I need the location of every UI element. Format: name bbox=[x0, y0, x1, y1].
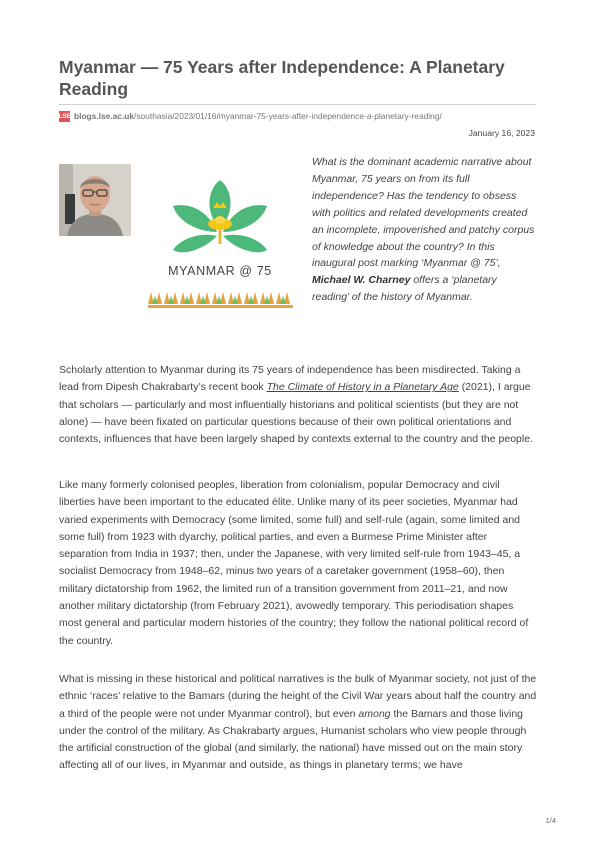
book-link[interactable]: The Climate of History in a Planetary Age bbox=[266, 381, 459, 394]
decorative-pattern bbox=[148, 288, 293, 308]
author-name: Michael W. Charney bbox=[312, 274, 411, 287]
paragraph-1 bbox=[59, 362, 537, 448]
article-title: Myanmar — 75 Years after Independence: A Planetary Reading bbox=[59, 57, 505, 99]
myanmar-at-75-logo bbox=[145, 172, 295, 312]
article-intro bbox=[312, 154, 536, 306]
publication-date: January 16, 2023 bbox=[468, 128, 535, 138]
logo-caption: MYANMAR @ 75 bbox=[168, 264, 272, 278]
paragraph-2: Like many formerly colonised peoples, liberation from colonialism, popular Democracy and civil liberties have been important to the educated élite. Unlike many of its peer societies, Myanmar had varied experiments with Democracy (some limited, some full) and self-rule (again, some limited and some full) from 1923 with dyarchy, political parties, and even a Burmese Prime Minister after separation from India in 1937; then, under the Japanese, with very limited self-rule from 1943–45, a socialist Democracy from 1948–62, minus two years of a caretaker government (1958–60), then military dictatorship from 1962, the limited run of a transition government from 2011–21, and now another military dictatorship (from February 2021), avowedly temporary. This periodisation shapes most general and particular modern histories of the country; they follow the national political record of the country. bbox=[59, 479, 529, 647]
page-number: 1/4 bbox=[545, 816, 556, 825]
source-url-row[interactable] bbox=[59, 109, 442, 123]
intro-text-end: offers a ‘planetary reading’ of the history of Myanmar. bbox=[312, 274, 497, 304]
source-url-host[interactable]: blogs.lse.ac.uk bbox=[74, 111, 135, 121]
lotus-leaves-icon bbox=[145, 172, 295, 262]
paragraph-3-emphasis: among bbox=[358, 707, 391, 720]
intro-text: What is the dominant academic narrative about Myanmar, 75 years on from its full independence? Has the tendency to obsess with politics and related developments created an incomplete, impoverished and patchy corpus of knowledge about the country? In this inaugural post marking ‘Myanmar @ 75’, bbox=[312, 156, 535, 270]
source-url-path[interactable]: /southasia/2023/01/16/myanmar-75-years-after-independence-a-planetary-reading/ bbox=[134, 111, 442, 121]
lse-logo-icon: LSE bbox=[58, 112, 71, 120]
paragraph-3 bbox=[59, 671, 537, 775]
paragraph-3-text: What is missing in these historical and political narratives is the bulk of Myanmar society, not just of the ethnic ‘races’ relative to the Bamars (during the height of the Civil War years about half the country and a third of the people were not under Myanmar control), but even bbox=[59, 673, 537, 720]
paragraph-1-text: Scholarly attention to Myanmar during its 75 years of independence has been misdirected. Taking a lead from Dipesh Chakrabarty’s recent book bbox=[59, 364, 521, 394]
paragraph-3-text-end: the Bamars and those living under the control of the military. As Chakrabarty argues, Humanist scholars who view people through the artificial construction of the global (and similarly, the national) have missed out on the main story affecting all of our lives, in Myanmar and outside, as things in planetary terms; we have bbox=[59, 707, 527, 772]
author-photo bbox=[59, 164, 131, 236]
title-divider bbox=[59, 104, 536, 105]
paragraph-1-text-end: (2021), I argue that scholars — particularly and most influentially historians and political scientists (but they are not alone) — have been fixated on particular questions because of their own political orientations and contexts, influences that have been largely shaped by contexts external to the country and the people. bbox=[59, 381, 533, 446]
